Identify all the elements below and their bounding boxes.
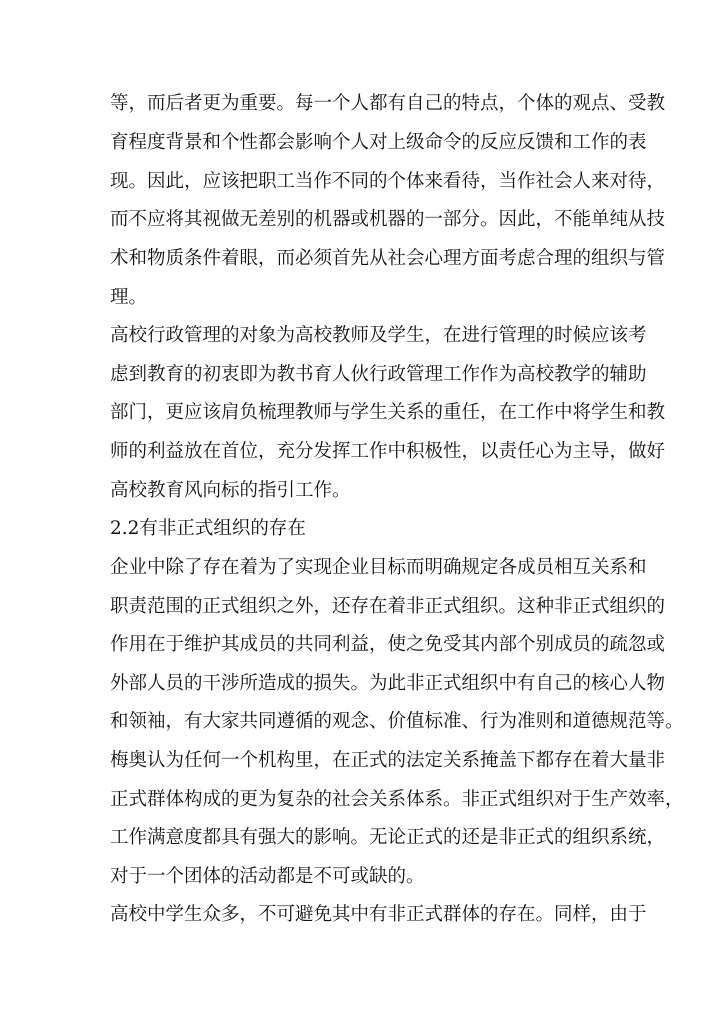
text-line: 术和物质条件着眼，而必须首先从社会心理方面考虑合理的组织与管 — [110, 248, 666, 269]
text-line: 师的利益放在首位，充分发挥工作中积极性，以责任心为主导，做好 — [110, 441, 666, 462]
text-line: 部门，更应该肩负梳理教师与学生关系的重任，在工作中将学生和教 — [110, 402, 666, 423]
text-line: 工作满意度都具有强大的影响。无论正式的还是非正式的组织系统， — [110, 827, 666, 848]
text-line: 正式群体构成的更为复杂的社会关系体系。非正式组织对于生产效率， — [110, 789, 684, 810]
text-line: 理。 — [110, 287, 148, 308]
text-line: 作用在于维护其成员的共同利益，使之免受其内部个别成员的疏忽或 — [110, 634, 666, 655]
text-line: 外部人员的干涉所造成的损失。为此非正式组织中有自己的核心人物 — [110, 673, 666, 694]
text-line: 高校中学生众多，不可避免其中有非正式群体的存在。同样，由于 — [110, 904, 647, 925]
text-line: 高校教育风向标的指引工作。 — [110, 480, 351, 501]
text-line: 职责范围的正式组织之外，还存在着非正式组织。这种非正式组织的 — [110, 596, 666, 617]
text-line: 现。因此，应该把职工当作不同的个体来看待，当作社会人来对待， — [110, 171, 666, 192]
text-line: 企业中除了存在着为了实现企业目标而明确规定各成员相互关系和 — [110, 557, 647, 578]
text-line: 对于一个团体的活动都是不可或缺的。 — [110, 866, 425, 887]
text-line: 虑到教育的初衷即为教书育人伙行政管理工作作为高校教学的辅助 — [110, 364, 647, 385]
text-line: 而不应将其视做无差别的机器或机器的一部分。因此，不能单纯从技 — [110, 209, 666, 230]
text-line: 等，而后者更为重要。每一个人都有自己的特点，个体的观点、受教 — [110, 93, 666, 114]
section-heading: 2.2有非正式组织的存在 — [110, 518, 306, 539]
text-line: 梅奥认为任何一个机构里，在正式的法定关系掩盖下都存在着大量非 — [110, 750, 666, 771]
text-line: 和领袖，有大家共同遵循的观念、价值标准、行为准则和道德规范等。 — [110, 711, 684, 732]
text-line: 高校行政管理的对象为高校教师及学生，在进行管理的时候应该考 — [110, 325, 647, 346]
text-line: 育程度背景和个性都会影响个人对上级命令的反应反馈和工作的表 — [110, 132, 647, 153]
